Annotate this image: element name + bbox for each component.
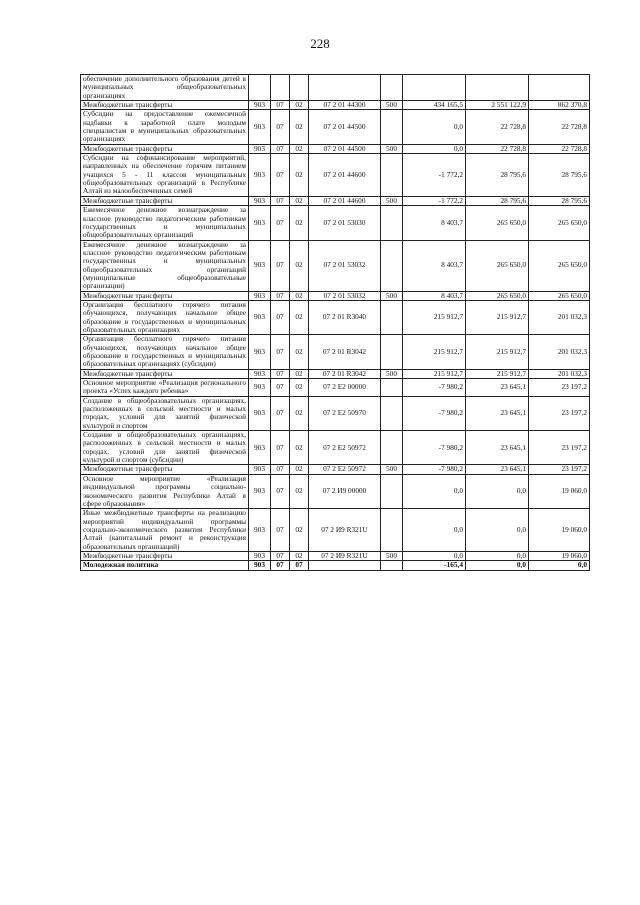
target-article: 07 2 01 53032 (309, 240, 381, 291)
section-code (271, 75, 290, 101)
target-article: 07 2 И9 00000 (309, 474, 381, 508)
amount-2022: 28 795,6 (529, 154, 590, 197)
target-article: 07 2 01 44600 (309, 196, 381, 205)
amount-change: 0,0 (403, 509, 466, 552)
target-article: 07 2 01 R3040 (309, 300, 381, 334)
amount-2022: 201 032,3 (529, 300, 590, 334)
expense-type: 500 (381, 551, 403, 560)
row-name: Организация бесплатного горячего питания обучающихся, получающих начальное общее образование в государственных и муниципальных образовательных организациях (субсидии) (81, 335, 249, 369)
row-name: Иные межбюджетные трансферты на реализацию мероприятий индивидуальной программы социально-экономического развития Республики Алтай (капитальный ремонт и реконструкция образовательных организаций) (81, 509, 249, 552)
table-row (81, 335, 590, 369)
section-code: 07 (271, 206, 290, 240)
amount-change: -7 980,2 (403, 465, 466, 474)
subsection-code: 02 (290, 474, 309, 508)
expense-type (381, 379, 403, 397)
amount-2021: 265 650,0 (466, 206, 529, 240)
subsection-code: 02 (290, 509, 309, 552)
target-article: 07 2 01 53032 (309, 291, 381, 300)
amount-change: 215 912,7 (403, 335, 466, 369)
section-code: 07 (271, 291, 290, 300)
target-article: 07 2 E2 50970 (309, 396, 381, 430)
section-code: 07 (271, 110, 290, 144)
table-row (81, 396, 590, 430)
admin-code: 903 (249, 144, 271, 153)
row-name: Межбюджетные трансферты (81, 144, 249, 153)
expense-type: 500 (381, 101, 403, 110)
subsection-code: 02 (290, 431, 309, 465)
section-code: 07 (271, 144, 290, 153)
subsection-code: 02 (290, 379, 309, 397)
amount-2021: 22 728,8 (466, 110, 529, 144)
amount-2022: 862 370,8 (529, 101, 590, 110)
target-article: 07 2 01 44300 (309, 101, 381, 110)
subsection-code: 02 (290, 551, 309, 560)
amount-change: 8 403,7 (403, 291, 466, 300)
row-name: Организация бесплатного горячего питания обучающихся, получающих начальное общее образование в государственных и муниципальных образовательных организациях (81, 300, 249, 334)
section-code: 07 (271, 300, 290, 334)
expense-type: 500 (381, 196, 403, 205)
table-row (81, 240, 590, 291)
section-code: 07 (271, 431, 290, 465)
subsection-code: 07 (290, 561, 309, 570)
table-row (81, 110, 590, 144)
row-name: Межбюджетные трансферты (81, 551, 249, 560)
section-code: 07 (271, 369, 290, 378)
target-article (309, 561, 381, 570)
admin-code: 903 (249, 465, 271, 474)
amount-change (403, 75, 466, 101)
row-name: Субсидии на софинансирование мероприятий, направленных на обеспечение горячим питанием учащихся 5 - 11 классов муниципальных общеобразовательных организаций в Республике Алтай из малообеспеченных семей (81, 154, 249, 197)
section-code: 07 (271, 509, 290, 552)
amount-2022: 23 197,2 (529, 396, 590, 430)
expense-type (381, 110, 403, 144)
page-number: 228 (310, 36, 330, 51)
target-article: 07 2 01 R3042 (309, 335, 381, 369)
subsection-code: 02 (290, 206, 309, 240)
amount-change: 0,0 (403, 474, 466, 508)
row-name: Межбюджетные трансферты (81, 369, 249, 378)
amount-2021: 0,0 (466, 509, 529, 552)
table-row (81, 75, 590, 101)
section-code: 07 (271, 101, 290, 110)
expense-type (381, 154, 403, 197)
amount-change: 0,0 (403, 551, 466, 560)
subsection-code: 02 (290, 240, 309, 291)
amount-change: 0,0 (403, 110, 466, 144)
amount-2022: 23 197,2 (529, 465, 590, 474)
target-article: 07 2 01 44500 (309, 144, 381, 153)
row-name: Молодежная политика (81, 561, 249, 570)
admin-code: 903 (249, 379, 271, 397)
amount-2022: 19 060,0 (529, 551, 590, 560)
section-code: 07 (271, 474, 290, 508)
amount-2022: 265 650,0 (529, 291, 590, 300)
row-name: Межбюджетные трансферты (81, 101, 249, 110)
expense-type: 500 (381, 144, 403, 153)
admin-code: 903 (249, 110, 271, 144)
subsection-code: 02 (290, 291, 309, 300)
target-article: 07 2 И9 R321U (309, 509, 381, 552)
row-name: обеспечение дополнительного образования детей в муниципальных общеобразовательных организациях (81, 75, 249, 101)
expense-type (381, 474, 403, 508)
table-row (81, 300, 590, 334)
subsection-code: 02 (290, 335, 309, 369)
section-code: 07 (271, 465, 290, 474)
amount-2022: 201 032,3 (529, 369, 590, 378)
admin-code (249, 75, 271, 101)
amount-change: 0,0 (403, 144, 466, 153)
admin-code: 903 (249, 369, 271, 378)
subsection-code: 02 (290, 300, 309, 334)
row-name: Ежемесячное денежное вознаграждение за классное руководство педагогическим работникам государственных и муниципальных общеобразовательных организаций (муниципальные общеобразовательные организации) (81, 240, 249, 291)
expense-type (381, 396, 403, 430)
admin-code: 903 (249, 335, 271, 369)
amount-2021 (466, 75, 529, 101)
table-row (81, 474, 590, 508)
target-article (309, 75, 381, 101)
expense-type (381, 75, 403, 101)
admin-code: 903 (249, 551, 271, 560)
amount-change: 8 403,7 (403, 240, 466, 291)
amount-2022: 28 795,6 (529, 196, 590, 205)
row-name: Субсидии на предоставление ежемесячной надбавки к заработной плате молодым специалистам в муниципальных образовательных организациях (81, 110, 249, 144)
expense-type (381, 335, 403, 369)
admin-code: 903 (249, 291, 271, 300)
admin-code: 903 (249, 561, 271, 570)
amount-2022: 23 197,2 (529, 379, 590, 397)
amount-2021: 23 645,1 (466, 396, 529, 430)
table-row (81, 379, 590, 397)
admin-code: 903 (249, 474, 271, 508)
amount-change: 215 912,7 (403, 369, 466, 378)
section-code: 07 (271, 196, 290, 205)
amount-2021: 23 645,1 (466, 465, 529, 474)
amount-2021: 0,0 (466, 561, 529, 570)
target-article: 07 2 E2 50972 (309, 465, 381, 474)
section-code: 07 (271, 379, 290, 397)
table-row (81, 509, 590, 552)
amount-change: 434 165,5 (403, 101, 466, 110)
subsection-code: 02 (290, 396, 309, 430)
admin-code: 903 (249, 509, 271, 552)
expense-type: 500 (381, 369, 403, 378)
amount-change: -7 980,2 (403, 431, 466, 465)
amount-2021: 215 912,7 (466, 300, 529, 334)
amount-2021: 22 728,8 (466, 144, 529, 153)
amount-2021: 2 551 122,9 (466, 101, 529, 110)
amount-2022: 23 197,2 (529, 431, 590, 465)
section-code: 07 (271, 551, 290, 560)
table-body (81, 75, 590, 571)
table-row (81, 465, 590, 474)
subsection-code: 02 (290, 144, 309, 153)
table-row (81, 561, 590, 570)
section-code: 07 (271, 396, 290, 430)
row-name: Межбюджетные трансферты (81, 196, 249, 205)
amount-2022: 0,0 (529, 561, 590, 570)
subsection-code: 02 (290, 110, 309, 144)
table-row (81, 154, 590, 197)
subsection-code: 02 (290, 154, 309, 197)
expense-type (381, 206, 403, 240)
amount-change: -1 772,2 (403, 196, 466, 205)
subsection-code: 02 (290, 101, 309, 110)
table-row (81, 206, 590, 240)
amount-2022: 265 650,0 (529, 206, 590, 240)
row-name: Создание в общеобразовательных организациях, расположенных в сельской местности и малых городах, условий для занятий физической культурой и спортом (субсидии) (81, 431, 249, 465)
section-code: 07 (271, 335, 290, 369)
amount-2021: 0,0 (466, 551, 529, 560)
target-article: 07 2 01 44500 (309, 110, 381, 144)
admin-code: 903 (249, 206, 271, 240)
section-code: 07 (271, 154, 290, 197)
subsection-code (290, 75, 309, 101)
amount-change: -7 980,2 (403, 396, 466, 430)
admin-code: 903 (249, 101, 271, 110)
amount-2022 (529, 75, 590, 101)
amount-2021: 28 795,6 (466, 154, 529, 197)
amount-2022: 22 728,8 (529, 110, 590, 144)
row-name: Межбюджетные трансферты (81, 465, 249, 474)
admin-code: 903 (249, 431, 271, 465)
admin-code: 903 (249, 154, 271, 197)
amount-2022: 22 728,8 (529, 144, 590, 153)
admin-code: 903 (249, 240, 271, 291)
subsection-code: 02 (290, 369, 309, 378)
admin-code: 903 (249, 196, 271, 205)
expense-type: 500 (381, 465, 403, 474)
row-name: Основное мероприятие «Реализация регионального проекта «Успех каждого ребенка» (81, 379, 249, 397)
amount-2021: 28 795,6 (466, 196, 529, 205)
amount-change: 215 912,7 (403, 300, 466, 334)
row-name: Ежемесячное денежное вознаграждение за классное руководство педагогическим работникам государственных и муниципальных общеобразовательных организаций (81, 206, 249, 240)
amount-change: -7 980,2 (403, 379, 466, 397)
amount-2021: 265 650,0 (466, 240, 529, 291)
amount-2022: 19 060,0 (529, 509, 590, 552)
expense-type (381, 509, 403, 552)
target-article: 07 2 01 53030 (309, 206, 381, 240)
section-code: 07 (271, 240, 290, 291)
expense-type (381, 240, 403, 291)
amount-2022: 19 060,0 (529, 474, 590, 508)
amount-2021: 265 650,0 (466, 291, 529, 300)
amount-2022: 265 650,0 (529, 240, 590, 291)
row-name: Межбюджетные трансферты (81, 291, 249, 300)
amount-2021: 23 645,1 (466, 431, 529, 465)
amount-2021: 215 912,7 (466, 369, 529, 378)
expense-type (381, 300, 403, 334)
table-row (81, 431, 590, 465)
amount-2021: 23 645,1 (466, 379, 529, 397)
admin-code: 903 (249, 300, 271, 334)
row-name: Создание в общеобразовательных организациях, расположенных в сельской местности и малых городах, условий для занятий физической культурой и спортом (81, 396, 249, 430)
target-article: 07 2 И9 R321U (309, 551, 381, 560)
subsection-code: 02 (290, 465, 309, 474)
admin-code: 903 (249, 396, 271, 430)
amount-2021: 215 912,7 (466, 335, 529, 369)
expense-type: 500 (381, 291, 403, 300)
expense-type (381, 431, 403, 465)
section-code: 07 (271, 561, 290, 570)
target-article: 07 2 E2 50972 (309, 431, 381, 465)
expense-type (381, 561, 403, 570)
target-article: 07 2 01 44600 (309, 154, 381, 197)
target-article: 07 2 E2 00000 (309, 379, 381, 397)
amount-2022: 201 032,3 (529, 335, 590, 369)
amount-2021: 0,0 (466, 474, 529, 508)
amount-change: 8 403,7 (403, 206, 466, 240)
subsection-code: 02 (290, 196, 309, 205)
target-article: 07 2 01 R3042 (309, 369, 381, 378)
amount-change: -165,4 (403, 561, 466, 570)
row-name: Основное мероприятие «Реализация индивидуальной программы социально-экономического развития Республики Алтай в сфере образования» (81, 474, 249, 508)
amount-change: -1 772,2 (403, 154, 466, 197)
budget-table (80, 74, 590, 571)
